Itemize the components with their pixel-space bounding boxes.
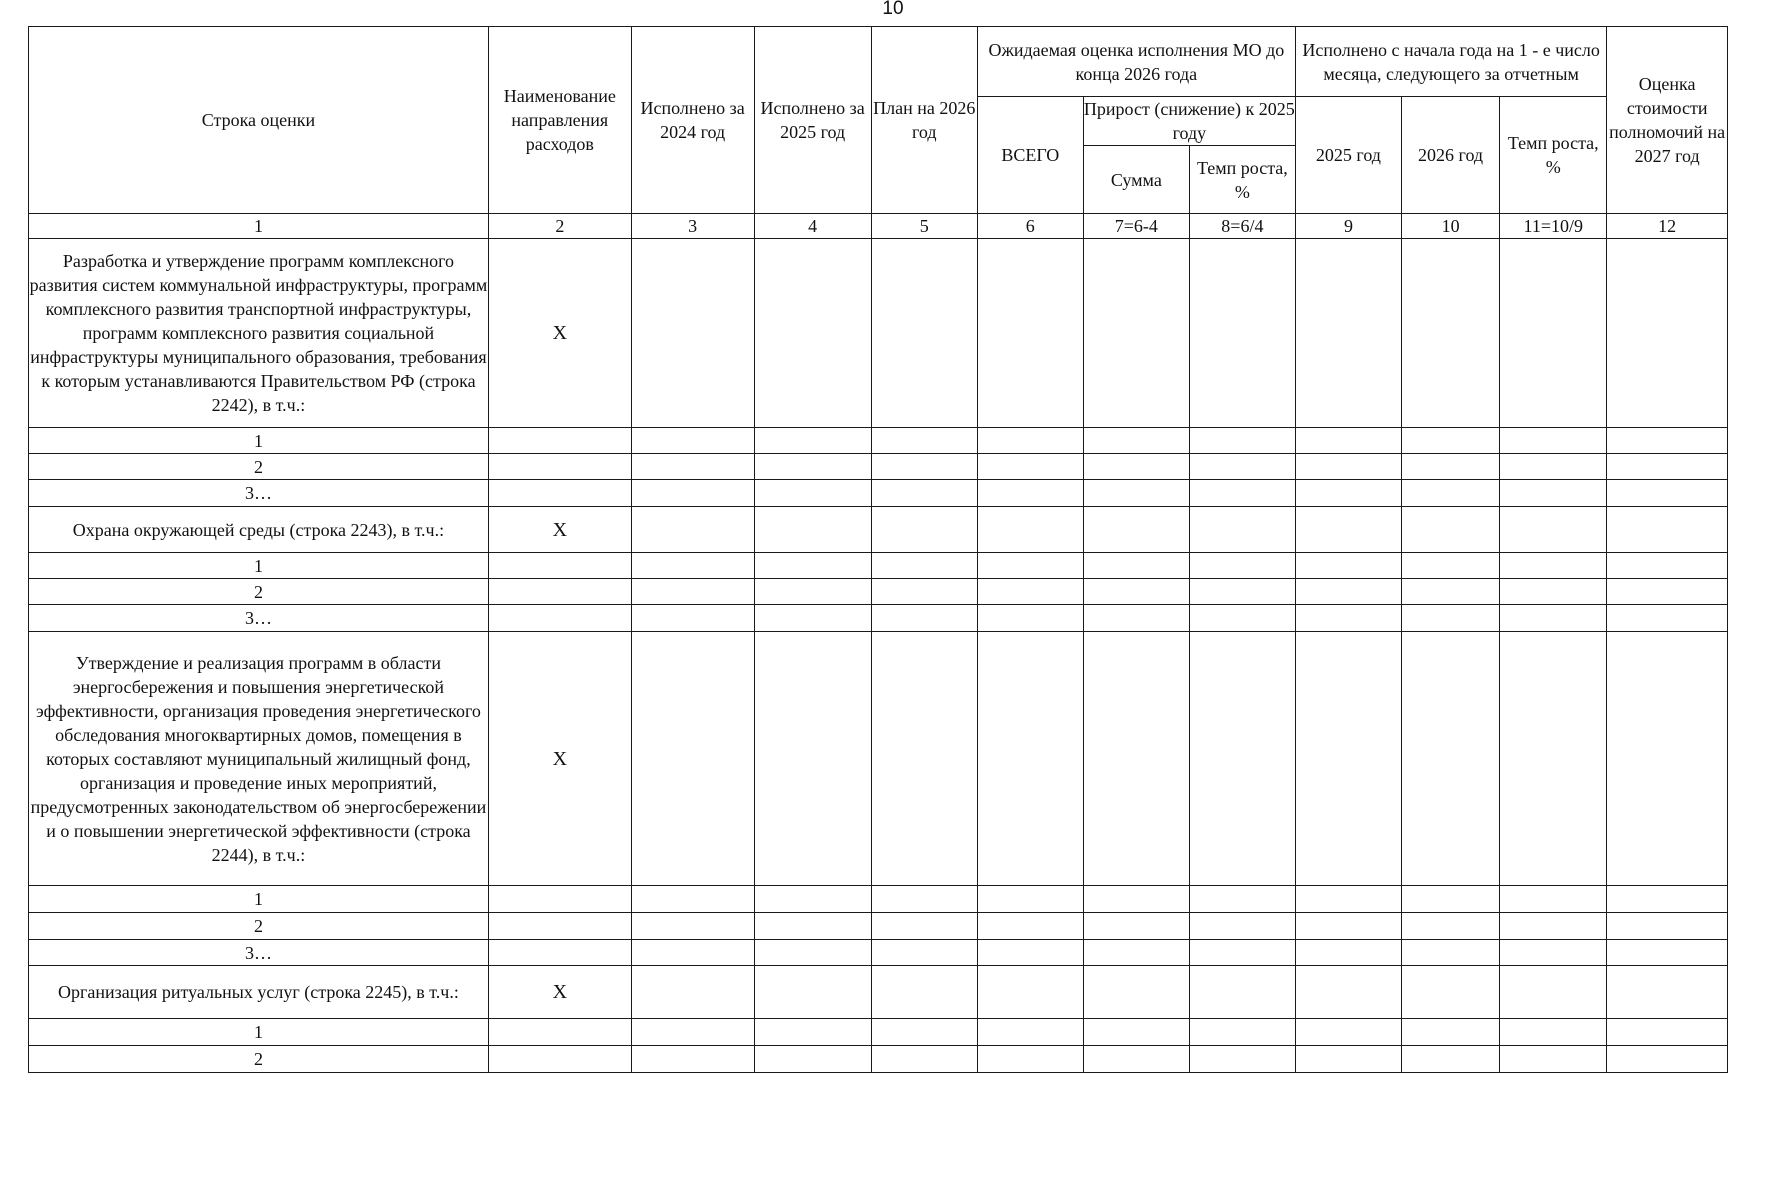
section-row — [29, 507, 1728, 553]
sub-row-number: 3… — [29, 480, 489, 507]
sub-row-number: 1 — [29, 553, 489, 579]
sub-row — [29, 480, 1728, 507]
header-expense-direction: Наименование направления расходов — [488, 27, 631, 214]
sub-row — [29, 886, 1728, 913]
column-number: 7=6-4 — [1083, 214, 1189, 239]
budget-assessment-table — [28, 26, 1728, 1073]
header-executed-2025: Исполнено за 2025 год — [754, 27, 871, 214]
sub-row — [29, 454, 1728, 480]
header-expected-execution: Ожидаемая оценка исполнения МО до конца 2026 года — [977, 27, 1295, 97]
section-row — [29, 966, 1728, 1019]
sub-row — [29, 940, 1728, 966]
sub-row-number: 1 — [29, 886, 489, 913]
sub-row-number: 2 — [29, 1046, 489, 1073]
column-number: 1 — [29, 214, 489, 239]
sub-row — [29, 428, 1728, 454]
not-applicable-mark: Х — [488, 632, 631, 886]
section-title: Разработка и утверждение программ комплексного развития систем коммунальной инфраструктуры, программ комплексного развития транспортной инфраструктуры, программ комплексного развития социальной инфраструктуры муниципального образования, требования к которым устанавливаются Правительством РФ (строка 2242), в т.ч.: — [29, 239, 489, 428]
page-number: 10 — [882, 0, 904, 19]
column-number: 8=6/4 — [1189, 214, 1295, 239]
sub-row — [29, 553, 1728, 579]
sub-row-number: 3… — [29, 605, 489, 632]
section-row — [29, 239, 1728, 428]
column-number: 10 — [1401, 214, 1499, 239]
header-growth-rate: Темп роста, % — [1189, 146, 1295, 214]
column-number: 2 — [488, 214, 631, 239]
sub-row-number: 2 — [29, 579, 489, 605]
header-growth-to-2025: Прирост (снижение) к 2025 году — [1083, 97, 1295, 146]
header-executed-since-year-start: Исполнено с начала года на 1 - е число месяца, следующего за отчетным — [1295, 27, 1606, 97]
section-title: Утверждение и реализация программ в области энергосбережения и повышения энергетической эффективности, организация проведения энергетического обследования многоквартирных домов, помещения в которых составляют муниципальный жилищный фонд, организация и проведение иных мероприятий, предусмотренных законодательством об энергосбережении и о повышении энергетической эффективности (строка 2244), в т.ч.: — [29, 632, 489, 886]
sub-row-number: 2 — [29, 913, 489, 940]
sub-row-number: 1 — [29, 1019, 489, 1046]
not-applicable-mark: Х — [488, 966, 631, 1019]
not-applicable-mark: Х — [488, 239, 631, 428]
column-number: 11=10/9 — [1500, 214, 1607, 239]
sub-row-number: 1 — [29, 428, 489, 454]
header-evaluation-row: Строка оценки — [29, 27, 489, 214]
section-title: Охрана окружающей среды (строка 2243), в т.ч.: — [29, 507, 489, 553]
header-plan-2026: План на 2026 год — [871, 27, 977, 214]
section-row — [29, 632, 1728, 886]
column-number: 3 — [631, 214, 754, 239]
sub-row — [29, 605, 1728, 632]
header-sum: Сумма — [1083, 146, 1189, 214]
column-number: 6 — [977, 214, 1083, 239]
header-total: ВСЕГО — [977, 97, 1083, 214]
column-number: 4 — [754, 214, 871, 239]
sub-row — [29, 913, 1728, 940]
sub-row-number: 2 — [29, 454, 489, 480]
header-year-2025: 2025 год — [1295, 97, 1401, 214]
section-title: Организация ритуальных услуг (строка 2245), в т.ч.: — [29, 966, 489, 1019]
not-applicable-mark: Х — [488, 507, 631, 553]
column-number: 9 — [1295, 214, 1401, 239]
sub-row-number: 3… — [29, 940, 489, 966]
sub-row — [29, 579, 1728, 605]
column-number-row — [29, 214, 1728, 239]
sub-row — [29, 1019, 1728, 1046]
sub-row — [29, 1046, 1728, 1073]
column-number: 5 — [871, 214, 977, 239]
header-executed-2024: Исполнено за 2024 год — [631, 27, 754, 214]
header-powers-cost-2027: Оценка стоимости полномочий на 2027 год — [1607, 27, 1728, 214]
header-year-2026: 2026 год — [1401, 97, 1499, 214]
header-growth-rate-2: Темп роста, % — [1500, 97, 1607, 214]
column-number: 12 — [1607, 214, 1728, 239]
